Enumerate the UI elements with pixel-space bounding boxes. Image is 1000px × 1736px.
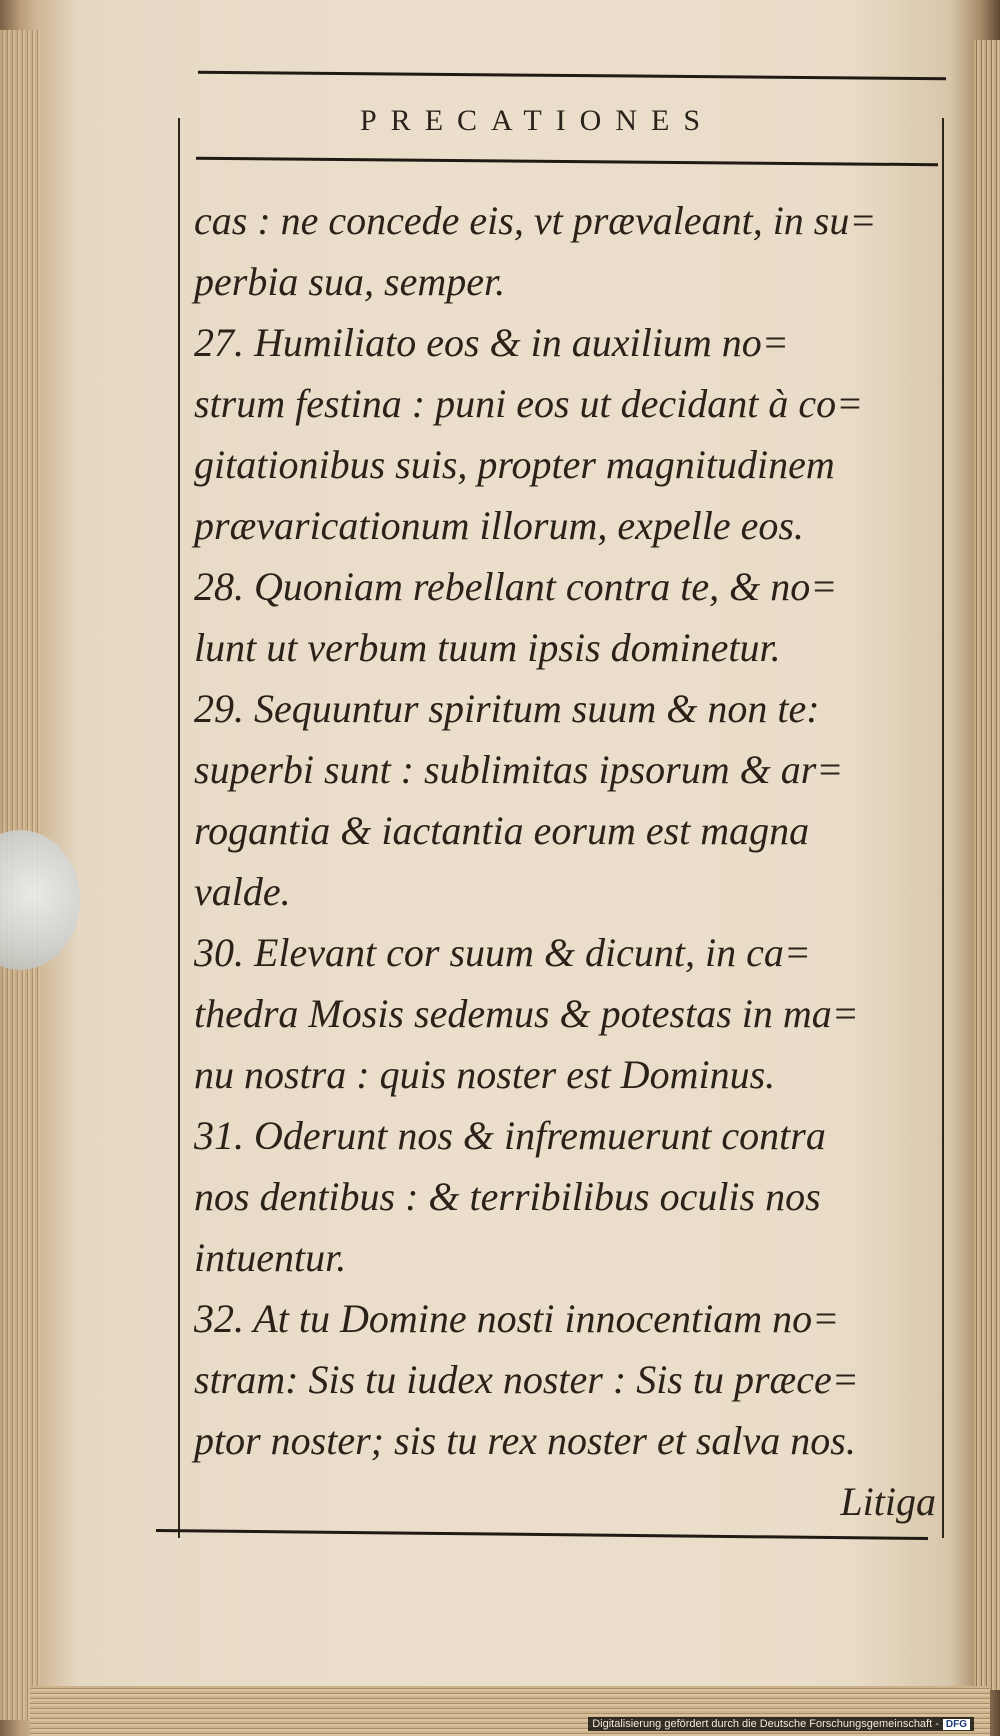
running-head: PRECATIONES bbox=[360, 104, 715, 137]
text-line: 27. Humiliato eos & in auxilium no= bbox=[194, 320, 789, 365]
text-line: valde. bbox=[194, 869, 291, 914]
text-line: 32. At tu Domine nosti innocentiam no= bbox=[194, 1296, 840, 1341]
text-line: intuentur. bbox=[194, 1235, 347, 1280]
text-line: gitationibus suis, propter magnitudinem bbox=[194, 442, 835, 487]
dfg-logo-icon: DFG bbox=[943, 1719, 970, 1730]
text-line: thedra Mosis sedemus & potestas in ma= bbox=[194, 991, 859, 1036]
text-line: prævaricationum illorum, expelle eos. bbox=[194, 503, 804, 548]
text-line: lunt ut verbum tuum ipsis dominetur. bbox=[194, 625, 781, 670]
text-line: 29. Sequuntur spiritum suum & non te: bbox=[194, 686, 820, 731]
text-line: nu nostra : quis noster est Dominus. bbox=[194, 1052, 776, 1097]
text-line: perbia sua, semper. bbox=[194, 259, 506, 304]
text-line: 30. Elevant cor suum & dicunt, in ca= bbox=[194, 930, 811, 975]
digitization-credit bbox=[588, 1717, 974, 1731]
text-line: stram: Sis tu iudex noster : Sis tu præce= bbox=[194, 1357, 859, 1402]
text-line: ptor noster; sis tu rex noster et salva nos. bbox=[194, 1418, 856, 1463]
thumb-holder bbox=[0, 830, 80, 970]
credit-text: Digitalisierung gefördert durch die Deutsche Forschungsgemeinschaft - bbox=[592, 1718, 939, 1730]
text-line: 31. Oderunt nos & infremuerunt contra bbox=[194, 1113, 826, 1158]
text-line: 28. Quoniam rebellant contra te, & no= bbox=[194, 564, 838, 609]
text-line: superbi sunt : sublimitas ipsorum & ar= bbox=[194, 747, 844, 792]
catchword: Litiga bbox=[840, 1479, 936, 1524]
text-line: cas : ne concede eis, vt prævaleant, in su= bbox=[194, 198, 877, 243]
text-line: nos dentibus : & terribilibus oculis nos bbox=[194, 1174, 821, 1219]
page-edge-right bbox=[974, 40, 1000, 1690]
text-line: strum festina : puni eos ut decidant à co= bbox=[194, 381, 864, 426]
text-block bbox=[194, 190, 944, 1532]
text-line: rogantia & iactantia eorum est magna bbox=[194, 808, 810, 853]
top-rule bbox=[198, 71, 946, 81]
